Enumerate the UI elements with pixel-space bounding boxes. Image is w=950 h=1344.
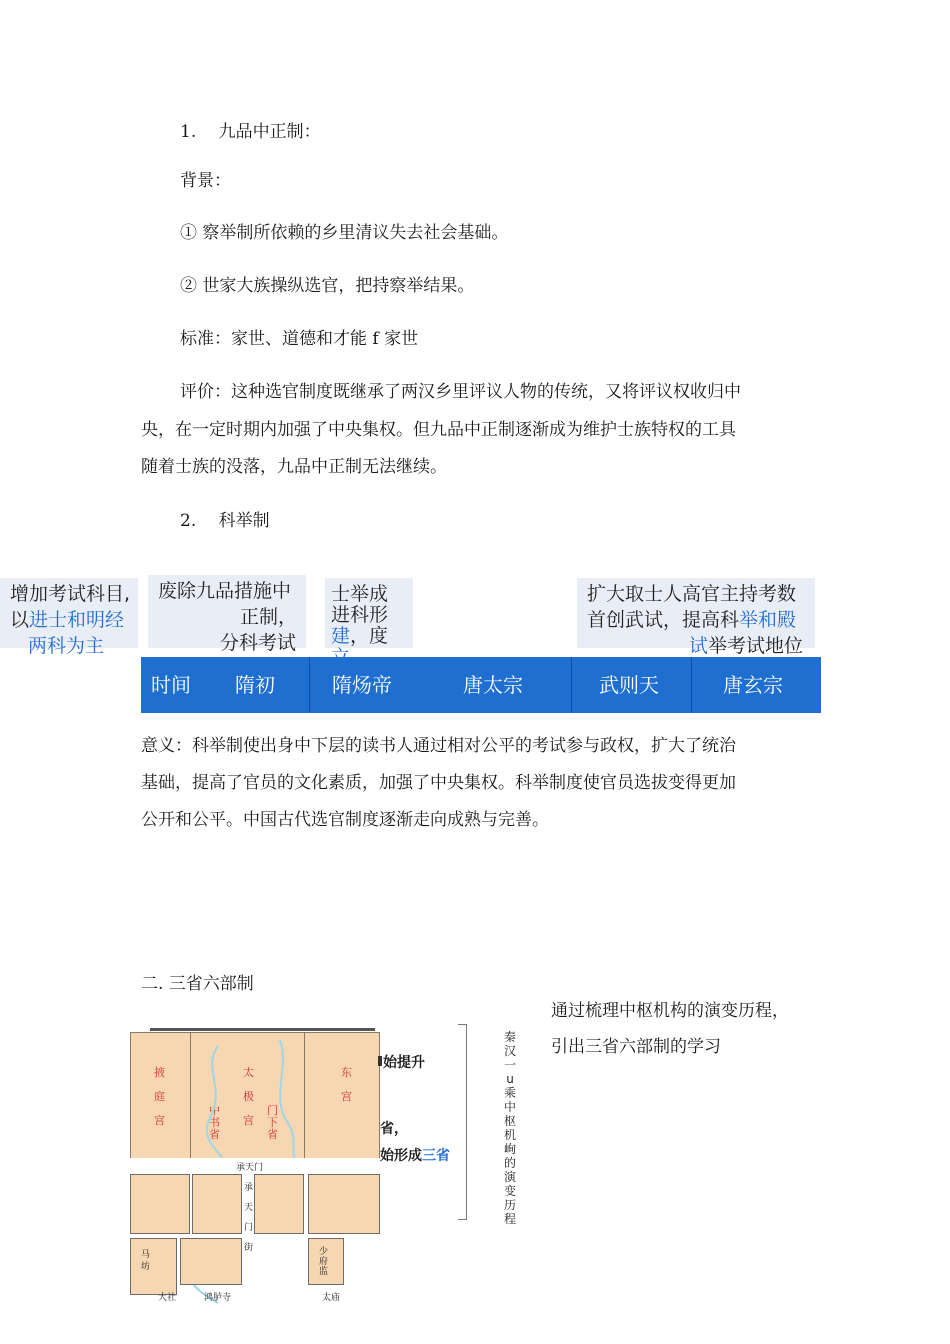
timeline-label-time: 时间 — [151, 673, 191, 697]
evaluation-line-2: 央，在一定时期内加强了中央集权。但九品中正制逐渐成为维护士族特权的工具 — [141, 420, 736, 440]
map-gate-label: 承天门 — [236, 1163, 264, 1173]
timeline-label-tangtaizong: 唐太宗 — [463, 673, 523, 697]
timeline-divider — [691, 657, 692, 713]
timeline-label-suiyangdi: 隋炀帝 — [332, 673, 392, 697]
map-label-taishe: 大社 — [158, 1293, 177, 1303]
bracket-line — [458, 1024, 467, 1220]
significance-line-3: 公开和公平。中国古代选官制度逐渐走向成熟与完善。 — [141, 810, 549, 830]
box-text: 士举成 — [331, 583, 389, 605]
section3-heading: 二. 三省六部制 — [141, 974, 254, 994]
significance-line-2: 基础，提高了官员的文化素质，加强了中央集权。科举制度使官员选拔变得更加 — [141, 773, 736, 793]
box-text: 分科考试 — [220, 632, 297, 654]
background-point-2: ② 世家大族操纵选官，把持察举结果。 — [180, 276, 475, 296]
map-block-mafang: 马 坊 — [130, 1238, 177, 1295]
overlay-text-1: 始提升 — [383, 1055, 425, 1071]
timeline-label-suichu: 隋初 — [235, 673, 275, 697]
map-block — [254, 1174, 304, 1234]
box-text: 增加考试科目, — [10, 583, 131, 605]
keju-box-suiyangdi — [148, 575, 306, 654]
box-text: 两科为主 — [28, 635, 105, 657]
keju-timeline-bar — [141, 657, 821, 713]
map-marker — [378, 1056, 382, 1066]
evaluation-line-3: 随着士族的没落，九品中正制无法继续。 — [141, 457, 447, 477]
map-block — [308, 1174, 380, 1234]
background-label: 背景： — [180, 171, 231, 191]
map-block-shaofujian: 少 府 监 — [308, 1238, 344, 1285]
changan-palace-map — [130, 1028, 380, 1303]
timeline-label-tangxuanzong: 唐玄宗 — [723, 673, 783, 697]
vertical-caption: 秦汉一u乘中枢机峋的演变历程 — [503, 1030, 516, 1226]
box-text: 以进士和明经 — [10, 609, 125, 631]
keju-box-suichu — [0, 578, 138, 657]
box-text: 正制， — [240, 606, 298, 628]
timeline-divider — [571, 657, 572, 713]
box-text: 试举考试地位 — [689, 635, 804, 657]
keju-box-wuzetian — [577, 578, 815, 657]
box-text: 进科形 — [331, 604, 389, 626]
box-text: 建，度 — [331, 625, 389, 647]
map-block — [192, 1174, 242, 1234]
box-text: 废除九品措施中 — [158, 580, 292, 602]
box-text: 首创武试，提高科举和殿 — [587, 609, 797, 631]
overlay-text-2: 省， — [380, 1121, 408, 1137]
box-text: 扩大取士人高官主持考数 — [587, 583, 797, 605]
map-block — [130, 1174, 190, 1234]
note-line-2: 引出三省六部制的学习 — [551, 1037, 721, 1057]
note-line-1: 通过梳理中枢机构的演变历程， — [551, 1001, 789, 1021]
map-street-label: 承 天 门 街 — [244, 1183, 254, 1253]
map-palace-dong: 东 宫 — [304, 1032, 380, 1159]
section1-heading: 1. 九品中正制： — [180, 122, 321, 142]
map-palace-taiji: 太 极 宫 中 书 省 门 下 省 — [190, 1032, 306, 1159]
significance-line-1: 意义：科举制使出身中下层的读书人通过相对公平的考试参与政权，扩大了统治 — [141, 736, 736, 756]
map-label-honglusi: 鸿胪寺 — [204, 1293, 232, 1303]
evaluation-line-1: 评价：这种选官制度既继承了两汉乡里评议人物的传统，又将评议权收归中 — [180, 382, 741, 402]
timeline-divider — [309, 657, 310, 713]
section2-heading: 2. 科举制 — [180, 511, 270, 531]
map-palace-yeting: 掖 庭 宫 — [130, 1032, 192, 1159]
timeline-label-wuzetian: 武则天 — [599, 673, 659, 697]
map-label-taimiao: 太庙 — [322, 1293, 341, 1303]
keju-box-tangtaizong — [325, 578, 413, 648]
overlay-text-3: 始形成三省 — [380, 1148, 450, 1164]
map-block — [180, 1238, 242, 1285]
standard-text: 标准：家世、道德和才能 f 家世 — [180, 329, 419, 349]
background-point-1: ① 察举制所依赖的乡里清议失去社会基础。 — [180, 223, 509, 243]
